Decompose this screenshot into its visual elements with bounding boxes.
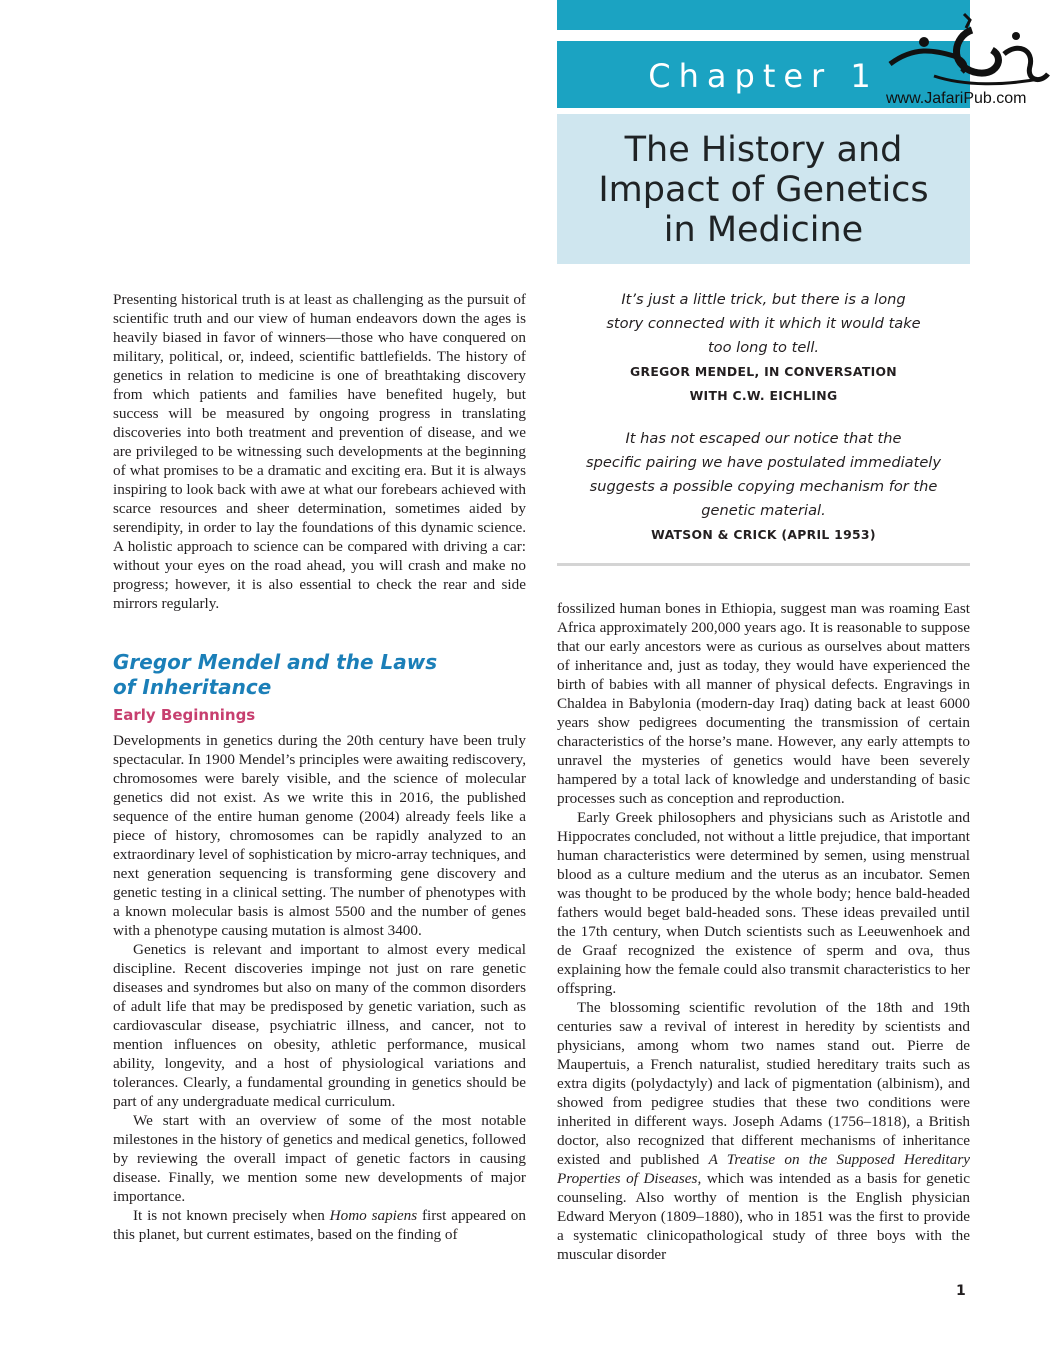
epigraph-line: too long to tell. <box>707 339 820 356</box>
left-body-column <box>113 731 526 1244</box>
text-run: The blossoming scientific revolution of the 18th and 19th centuries saw a revival of interest in heredity by scientists and physicians, among whom two names stand out. Pierre de Maupertuis, a French naturalist, studied hereditary traits such as extra digits (polydactyly) and lack of pigmentation (albinism), and showed from pedigree studies that these two conditions were inherited in different ways. Joseph Adams (1756–1818), a British doctor, also recognized that different mechanisms of inheritance existed and published <box>557 999 970 1168</box>
italic-species: Homo sapiens <box>329 1207 418 1224</box>
subsection-heading: Early Beginnings <box>113 706 256 724</box>
body-paragraph: fossilized human bones in Ethiopia, suggest man was roaming East Africa approximately 200,000 years ago. It is reasonable to suppose that our early ancestors were as curious as ourselves about matters of inheritance and, just as today, they would have experienced the birth of babies with all manner of physical defects. Engravings in Chaldea in Babylonia (modern-day Iraq) dating back at least 6000 years show pedigrees documenting the transmission of certain characteristics of the horse’s mane. However, any early attempts to unravel the mysteries of genetics would have been severely hampered by a total lack of knowledge and understanding of basic processes such as conception and reproduction. <box>557 600 970 807</box>
epigraph-divider <box>557 563 970 566</box>
right-body-column <box>557 599 970 1264</box>
epigraph-line: specific pairing we have postulated immediately <box>586 454 941 471</box>
body-paragraph: Genetics is relevant and important to almost every medical discipline. Recent discoveries impinge not just on rare genetic diseases and syndromes but also on many of the common disorders of adult life that may be predisposed by genetic variation, such as cardiovascular disease, psychiatric illness, and cancer, not to mention influences on obesity, athletic performance, musical ability, longevity, and a host of physiological variations and tolerances. Clearly, a fundamental grounding in genetics should be part of any undergraduate medical curriculum. <box>113 941 526 1110</box>
intro-paragraph: Presenting historical truth is at least as challenging as the pursuit of scientific truth and our view of human endeavors down the ages is heavily biased in favor of winners—those who have conquered on military, political, or, indeed, scientific battlefields. The history of genetics in relation to medicine is one of breathtaking discovery from which patients and families have benefited hugely, but success will be measured by ongoing progress in translating discoveries into both treatment and prevention of disease, and we are privileged to be witnessing such developments at the beginning of what promises to be a dramatic and exciting era. But it is always inspiring to look back with awe at what our forebears achieved with scarce resources and sheer determination, sometimes aided by serendipity, in order to lay the foundations of this dynamic science. A holistic approach to science can be compared with driving a car: without your eyes on the road ahead, you will crash and make no progress; however, it is also essential to check the rear and side mirrors regularly. <box>113 291 526 612</box>
body-paragraph: Developments in genetics during the 20th century have been truly spectacular. In 1900 Mendel’s principles were awaiting rediscovery, chromosomes were barely visible, and the science of molecular genetics did not exist. As we write this in 2016, the published sequence of the entire human genome (2004) already feels like a piece of history, chromosomes can be rapidly analyzed to an extraordinary level of sophistication by micro-array techniques, and next generation sequencing is transforming gene discovery and genetic testing in a clinical setting. The number of phenotypes with a known molecular basis is almost 5500 and the number of genes with a phenotype causing mutation is almost 3400. <box>113 732 526 939</box>
epigraph-author-line: GREGOR MENDEL, IN CONVERSATION <box>630 364 897 379</box>
epigraph-quote <box>557 288 970 360</box>
epigraph-author <box>557 360 970 408</box>
body-paragraph <box>113 1206 526 1244</box>
epigraph-line: story connected with it which it would take <box>606 315 921 332</box>
page-number: 1 <box>956 1283 966 1299</box>
chapter-title <box>557 130 970 250</box>
chapter-title-line: Impact of Genetics <box>598 170 929 210</box>
section-heading <box>113 650 526 700</box>
text-run: It is not known precisely when <box>133 1207 330 1224</box>
section-heading-line: of Inheritance <box>113 675 272 699</box>
chapter-title-line: The History and <box>624 130 903 170</box>
body-paragraph: Early Greek philosophers and physicians such as Aristotle and Hippocrates concluded, not without a little prejudice, that important human characteristics were determined by semen, using menstrual blood as a culture medium and the uterus as an incubator. Semen was thought to be produced by the whole body; hence bald-headed fathers would beget bald-headed sons. These ideas prevailed until the 17th century, when Dutch scientists such as Leeuwenhoek and de Graaf recognized the existence of sperm and ova, thus explaining how the female could also transmit characteristics to her offspring. <box>557 809 970 997</box>
epigraph-line: suggests a possible copying mechanism for the <box>589 478 938 495</box>
text-run: first appeared on this planet, but current estimates, based on the finding of <box>113 1207 526 1243</box>
body-paragraph <box>557 998 970 1264</box>
epigraph-author <box>557 523 970 547</box>
italic-book-title: A Treatise on the Supposed Hereditary Properties of Diseases, <box>557 1151 970 1187</box>
chapter-label: Chapter 1 <box>648 57 879 95</box>
intro-column <box>113 290 526 613</box>
epigraph-line: genetic material. <box>701 502 826 519</box>
epigraph-author-line: WITH C.W. EICHLING <box>689 388 838 403</box>
text-run: which was intended as a basis for genetic counseling. Also worthy of mention is the English physician Edward Meryon (1809–1880), who in 1851 was the first to provide a systematic clinicopathological study of three boys with the muscular disorder <box>557 1170 970 1263</box>
section-heading-line: Gregor Mendel and the Laws <box>113 650 438 674</box>
watermark-url: www.JafariPub.com <box>886 90 1027 107</box>
epigraph-line: It’s just a little trick, but there is a long <box>621 291 906 308</box>
epigraph-author-line: WATSON & CRICK (APRIL 1953) <box>651 527 876 542</box>
epigraph-line: It has not escaped our notice that the <box>625 430 902 447</box>
chapter-title-line: in Medicine <box>663 210 864 250</box>
body-paragraph: We start with an overview of some of the most notable milestones in the history of genetics and medical genetics, followed by reviewing the overall impact of genetic factors in causing disease. Finally, we mention some new developments of major importance. <box>113 1112 526 1205</box>
epigraph-quote <box>557 427 970 523</box>
